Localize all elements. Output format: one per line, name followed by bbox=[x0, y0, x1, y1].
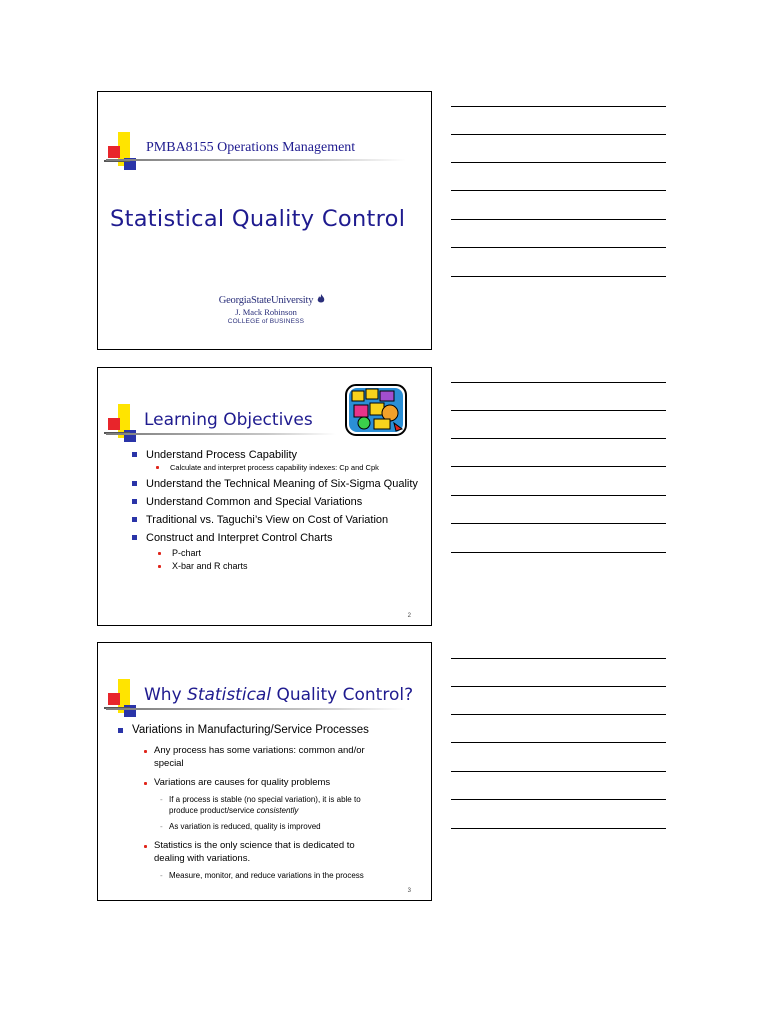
course-name: PMBA8155 Operations Management bbox=[146, 140, 356, 155]
note-line bbox=[451, 495, 666, 496]
note-line bbox=[451, 190, 666, 191]
slide-1-title bbox=[97, 91, 432, 350]
slide-3-why-sqc bbox=[97, 642, 432, 901]
note-line bbox=[451, 523, 666, 524]
objectives-list bbox=[132, 448, 422, 573]
college-name: COLLEGE of BUSINESS bbox=[227, 318, 305, 325]
donor-name: J. Mack Robinson bbox=[235, 307, 297, 317]
list-item: Understand Common and Special Variations bbox=[132, 495, 422, 509]
sub-list-item: X-bar and R charts bbox=[132, 560, 422, 573]
note-line bbox=[451, 686, 666, 687]
note-line bbox=[451, 219, 666, 220]
sub-sub-list-item: - If a process is stable (no special variation), it is able to produce product/service consistently bbox=[160, 795, 361, 815]
sub-list-item: Statistics is the only science that is dedicated to dealing with variations. bbox=[118, 839, 379, 865]
list-item: Understand the Technical Meaning of Six-Sigma Quality bbox=[132, 477, 422, 491]
note-line bbox=[451, 742, 666, 743]
sub-list-item: P-chart bbox=[132, 547, 422, 560]
note-line bbox=[451, 106, 666, 107]
page-number: 2 bbox=[407, 613, 411, 619]
list-item: Variations in Manufacturing/Service Processes bbox=[118, 723, 408, 737]
flame-icon bbox=[317, 294, 325, 304]
sub-sub-list-item: - Measure, monitor, and reduce variations in the process bbox=[160, 871, 364, 880]
title-rule bbox=[106, 433, 336, 435]
sub-list-item: Calculate and interpret process capability indexes: Cp and Cpk bbox=[130, 462, 422, 473]
sub-sub-list-item: - As variation is reduced, quality is improved bbox=[160, 822, 321, 831]
note-line bbox=[451, 134, 666, 135]
note-line bbox=[451, 247, 666, 248]
presentation-title: Statistical Quality Control bbox=[110, 206, 406, 232]
sub-list-item: Variations are causes for quality problems bbox=[118, 776, 408, 789]
university-name: GeorgiaStateUniversity bbox=[218, 295, 314, 306]
note-line bbox=[451, 658, 666, 659]
title-rule bbox=[106, 708, 406, 710]
note-line bbox=[451, 799, 666, 800]
list-item: Traditional vs. Taguchi’s View on Cost of Variation bbox=[132, 513, 422, 527]
note-line bbox=[451, 276, 666, 277]
note-line bbox=[451, 382, 666, 383]
slide-title: Why Statistical Quality Control? bbox=[144, 685, 414, 705]
decorative-squares-icon bbox=[104, 404, 136, 448]
slide-title: Learning Objectives bbox=[144, 410, 313, 430]
note-line bbox=[451, 438, 666, 439]
slide-2-objectives bbox=[97, 367, 432, 626]
note-line bbox=[451, 162, 666, 163]
note-line bbox=[451, 466, 666, 467]
content-list bbox=[118, 723, 408, 881]
note-line bbox=[451, 714, 666, 715]
note-line bbox=[451, 828, 666, 829]
title-rule bbox=[106, 159, 406, 161]
note-line bbox=[451, 552, 666, 553]
note-line bbox=[451, 410, 666, 411]
page-number: 3 bbox=[407, 888, 411, 894]
note-line bbox=[451, 771, 666, 772]
list-item: Understand Process Capability bbox=[132, 448, 422, 462]
university-logo bbox=[210, 295, 322, 325]
sub-list-item: Any process has some variations: common and/or special bbox=[118, 744, 374, 770]
decorative-squares-icon bbox=[104, 132, 136, 176]
decorative-squares-icon bbox=[104, 679, 136, 723]
list-item: Construct and Interpret Control Charts bbox=[132, 531, 422, 545]
clipart-people-icon bbox=[344, 383, 408, 437]
